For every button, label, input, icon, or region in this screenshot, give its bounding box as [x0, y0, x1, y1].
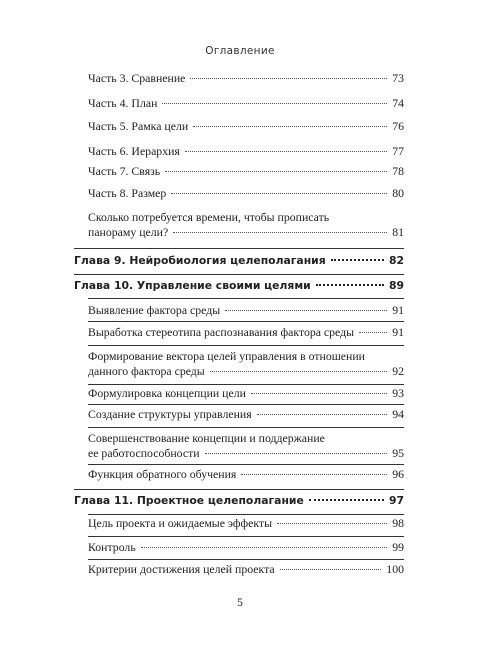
dot-leader	[359, 331, 387, 333]
dot-leader	[309, 498, 384, 501]
toc-chapter-entry	[74, 278, 404, 293]
dot-leader	[193, 125, 387, 127]
toc-entry	[88, 144, 404, 159]
toc-entry-title: Критерии достижения целей проекта	[88, 562, 275, 576]
separator-rule	[88, 514, 404, 515]
toc-entry-title: Функция обратного обучения	[88, 467, 237, 481]
running-header: Оглавление	[205, 45, 275, 57]
toc-entry-page: 93	[392, 386, 404, 400]
separator-rule	[88, 536, 404, 537]
dot-leader	[225, 309, 387, 311]
toc-entry-page: 73	[392, 71, 404, 85]
toc-entry-page: 81	[392, 225, 404, 239]
toc-entry	[88, 186, 404, 201]
separator-rule	[88, 464, 404, 465]
dot-leader	[257, 413, 388, 415]
toc-entry-page: 98	[392, 516, 404, 530]
toc-chapter-entry	[74, 493, 404, 508]
dot-leader	[210, 370, 387, 372]
toc-entry-title: Глава 11. Проектное целеполагание	[74, 494, 304, 507]
toc-entry	[88, 71, 404, 86]
dot-leader	[241, 473, 387, 475]
toc-entry-title: Часть 4. План	[88, 96, 158, 110]
toc-entry-page: 80	[392, 186, 404, 200]
separator-rule	[74, 274, 404, 275]
toc-entry	[88, 407, 404, 422]
toc-entry-title: Контроль	[88, 540, 136, 554]
toc-entry-page: 77	[392, 144, 404, 158]
dot-leader	[316, 283, 384, 286]
toc-entry	[88, 96, 404, 111]
toc-entry	[88, 431, 404, 461]
dot-leader	[205, 452, 388, 454]
toc-entry-page: 100	[386, 562, 404, 576]
toc-entry-title: Цель проекта и ожидаемые эффекты	[88, 516, 273, 530]
page-number: 5	[237, 597, 243, 609]
toc-chapter-entry	[74, 253, 404, 268]
separator-rule	[88, 404, 404, 405]
toc-entry	[88, 164, 404, 179]
toc-entry-page: 89	[388, 279, 404, 292]
toc-entry	[88, 516, 404, 531]
dot-leader	[331, 258, 384, 261]
toc-entry-title: Совершенствование концепции и поддержание	[88, 431, 325, 445]
toc-entry-title: Глава 10. Управление своими целями	[74, 279, 311, 292]
toc-entry-title-continued: данного фактора среды	[88, 364, 205, 378]
dot-leader	[141, 546, 388, 548]
toc-entry-page: 82	[388, 254, 404, 267]
toc-entry-title: Формирование вектора целей управления в отношении	[88, 349, 365, 363]
toc-entry-title: Глава 9. Нейробиология целеполагания	[74, 254, 326, 267]
toc-entry-page: 94	[392, 407, 404, 421]
toc-entry-title: Часть 7. Связь	[88, 164, 161, 178]
dot-leader	[171, 192, 387, 194]
toc-entry-title: Формулировка концепции цели	[88, 386, 246, 400]
toc-entry-title-continued: ее работоспособности	[88, 446, 200, 460]
toc-entry	[88, 467, 404, 482]
dot-leader	[277, 522, 387, 524]
toc-entry	[88, 540, 404, 555]
separator-rule	[88, 345, 404, 346]
dot-leader	[165, 170, 387, 172]
separator-rule	[88, 384, 404, 385]
separator-rule	[88, 559, 404, 560]
separator-rule	[88, 298, 404, 299]
toc-entry-page: 91	[392, 303, 404, 317]
dot-leader	[162, 102, 387, 104]
toc-entry-title: Часть 6. Иерархия	[88, 144, 180, 158]
toc-entry	[88, 386, 404, 401]
toc-entry-page: 97	[388, 494, 404, 507]
dot-leader	[190, 77, 387, 79]
toc-entry	[88, 119, 404, 134]
toc-entry	[88, 349, 404, 379]
toc-entry-page: 96	[392, 467, 404, 481]
toc-entry	[88, 325, 404, 340]
toc-entry	[88, 210, 404, 240]
toc-entry-page: 92	[392, 364, 404, 378]
toc-entry-page: 91	[392, 325, 404, 339]
dot-leader	[280, 568, 382, 570]
dot-leader	[251, 392, 387, 394]
toc-entry-page: 95	[392, 446, 404, 460]
dot-leader	[185, 150, 387, 152]
toc-entry	[88, 303, 404, 318]
toc-entry-title: Выработка стереотипа распознавания фактора среды	[88, 325, 355, 339]
toc-entry-page: 74	[392, 96, 404, 110]
toc-entry-title: Часть 3. Сравнение	[88, 71, 186, 85]
toc-entry-title: Часть 8. Размер	[88, 186, 167, 200]
toc-entry-title: Часть 5. Рамка цели	[88, 119, 189, 133]
toc-entry-title: Создание структуры управления	[88, 407, 252, 421]
toc-entry-title: Выявление фактора среды	[88, 303, 221, 317]
separator-rule	[74, 489, 404, 490]
dot-leader	[173, 231, 387, 233]
toc-entry-page: 76	[392, 119, 404, 133]
toc-entry-title-continued: панораму цели?	[88, 225, 169, 239]
toc-entry-page: 99	[392, 540, 404, 554]
toc-entry	[88, 562, 404, 577]
separator-rule	[88, 321, 404, 322]
toc-entry-title: Сколько потребуется времени, чтобы прописать	[88, 210, 330, 224]
toc-entry-page: 78	[392, 164, 404, 178]
separator-rule	[88, 427, 404, 428]
separator-rule	[74, 248, 404, 249]
